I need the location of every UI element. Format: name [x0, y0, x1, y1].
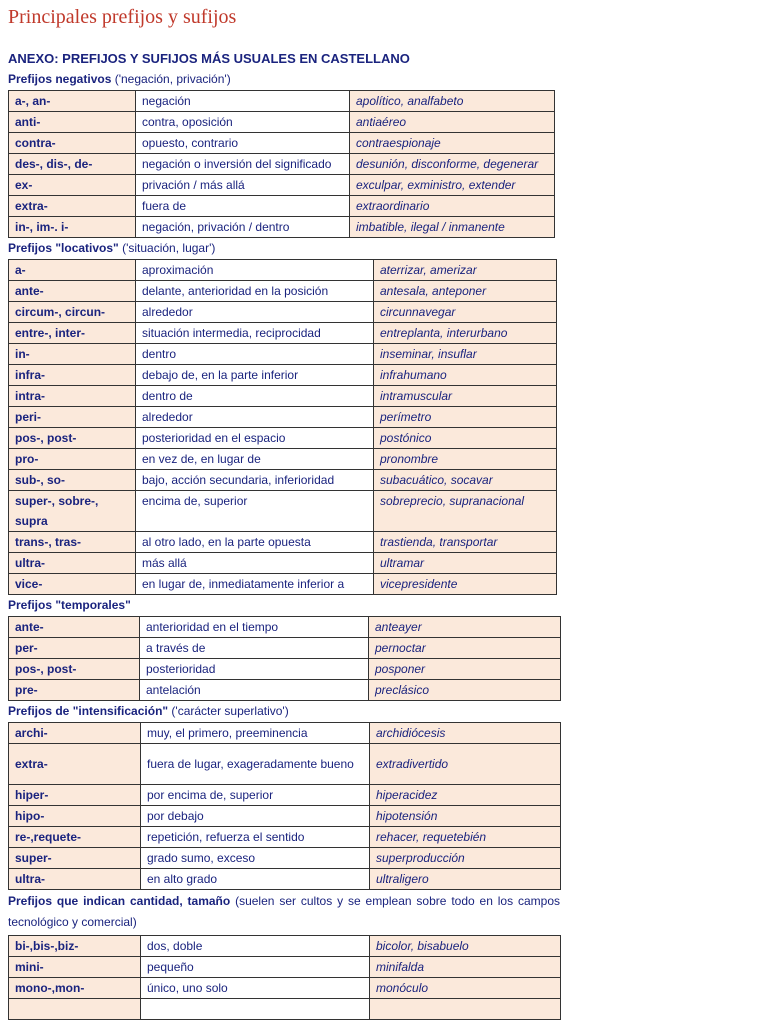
table-row [9, 344, 557, 365]
meaning-cell: debajo de, en la parte inferior [136, 365, 374, 386]
example-cell: subacuático, socavar [374, 470, 557, 491]
table-row [9, 848, 561, 869]
example-cell: contraespionaje [350, 133, 555, 154]
prefix-cell: ultra- [9, 553, 136, 574]
table-row [9, 281, 557, 302]
table-row [9, 999, 561, 1020]
prefix-cell: extra- [9, 196, 136, 217]
section-note: (suelen ser cultos y se emplean sobre todo en los campos tecnológico y comercial) [8, 894, 560, 929]
table-row [9, 574, 557, 595]
section-heading-locativos [8, 238, 560, 259]
example-cell: superproducción [370, 848, 561, 869]
meaning-cell: único, uno solo [141, 978, 370, 999]
example-cell: apolítico, analfabeto [350, 91, 555, 112]
annex-heading: ANEXO: PREFIJOS Y SUFIJOS MÁS USUALES EN CASTELLANO [8, 51, 410, 66]
meaning-cell: bajo, acción secundaria, inferioridad [136, 470, 374, 491]
section-title: Prefijos "locativos" [8, 241, 119, 255]
meaning-cell: en alto grado [141, 869, 370, 890]
table-row [9, 154, 555, 175]
meaning-cell: opuesto, contrario [136, 133, 350, 154]
example-cell: pernoctar [369, 638, 561, 659]
meaning-cell: antelación [140, 680, 369, 701]
meaning-cell: negación [136, 91, 350, 112]
example-cell: preclásico [369, 680, 561, 701]
example-cell: desunión, disconforme, degenerar [350, 154, 555, 175]
table-row [9, 133, 555, 154]
prefix-cell: super-, sobre-, supra [9, 491, 136, 532]
prefix-cell: contra- [9, 133, 136, 154]
prefix-cell: re-,requete- [9, 827, 141, 848]
meaning-cell: grado sumo, exceso [141, 848, 370, 869]
table-row [9, 449, 557, 470]
meaning-cell: dentro [136, 344, 374, 365]
example-cell: extradivertido [370, 744, 561, 785]
table-row [9, 532, 557, 553]
meaning-cell: posterioridad en el espacio [136, 428, 374, 449]
example-cell: postónico [374, 428, 557, 449]
section-title: Prefijos de "intensificación" [8, 704, 169, 718]
prefix-cell: in-, im-. i- [9, 217, 136, 238]
table-prefijos-cantidad [8, 935, 561, 1020]
example-cell: ultramar [374, 553, 557, 574]
example-cell: inseminar, insuflar [374, 344, 557, 365]
section-title: Prefijos "temporales" [8, 598, 131, 612]
prefix-cell: sub-, so- [9, 470, 136, 491]
table-row [9, 175, 555, 196]
section-note: ('situación, lugar') [118, 241, 216, 255]
table-row [9, 470, 557, 491]
meaning-cell: contra, oposición [136, 112, 350, 133]
prefix-cell: pre- [9, 680, 140, 701]
prefix-cell [9, 999, 141, 1020]
table-row [9, 680, 561, 701]
section-heading-negativos [8, 69, 560, 90]
example-cell: sobreprecio, supranacional [374, 491, 557, 532]
section-title: Prefijos que indican cantidad, tamaño [8, 894, 231, 908]
prefix-cell: ante- [9, 281, 136, 302]
meaning-cell: a través de [140, 638, 369, 659]
example-cell: perímetro [374, 407, 557, 428]
prefix-cell: infra- [9, 365, 136, 386]
prefix-cell: ultra- [9, 869, 141, 890]
table-prefijos-intensificacion [8, 722, 561, 890]
example-cell: imbatible, ilegal / inmanente [350, 217, 555, 238]
table-row [9, 978, 561, 999]
example-cell: antiaéreo [350, 112, 555, 133]
table-prefijos-temporales [8, 616, 561, 701]
prefix-cell: trans-, tras- [9, 532, 136, 553]
table-row [9, 491, 557, 532]
meaning-cell: al otro lado, en la parte opuesta [136, 532, 374, 553]
table-row [9, 553, 557, 574]
table-row [9, 744, 561, 785]
example-cell: circunnavegar [374, 302, 557, 323]
meaning-cell: situación intermedia, reciprocidad [136, 323, 374, 344]
table-row [9, 638, 561, 659]
prefix-cell: a- [9, 260, 136, 281]
meaning-cell: alrededor [136, 407, 374, 428]
example-cell [370, 999, 561, 1020]
meaning-cell [141, 999, 370, 1020]
table-row [9, 827, 561, 848]
meaning-cell: negación, privación / dentro [136, 217, 350, 238]
section-note: ('negación, privación') [111, 72, 231, 86]
table-row [9, 806, 561, 827]
meaning-cell: dentro de [136, 386, 374, 407]
example-cell: hipotensión [370, 806, 561, 827]
table-row [9, 112, 555, 133]
prefix-cell: per- [9, 638, 140, 659]
meaning-cell: repetición, refuerza el sentido [141, 827, 370, 848]
table-row [9, 785, 561, 806]
example-cell: trastienda, transportar [374, 532, 557, 553]
prefix-cell: hiper- [9, 785, 141, 806]
table-prefijos-locativos [8, 259, 557, 595]
example-cell: exculpar, exministro, extender [350, 175, 555, 196]
table-row [9, 407, 557, 428]
table-row [9, 869, 561, 890]
example-cell: monóculo [370, 978, 561, 999]
table-row [9, 428, 557, 449]
prefix-cell: extra- [9, 744, 141, 785]
prefix-cell: mono-,mon- [9, 978, 141, 999]
table-row [9, 365, 557, 386]
meaning-cell: negación o inversión del significado [136, 154, 350, 175]
example-cell: hiperacidez [370, 785, 561, 806]
example-cell: antesala, anteponer [374, 281, 557, 302]
table-row [9, 196, 555, 217]
meaning-cell: encima de, superior [136, 491, 374, 532]
table-row [9, 957, 561, 978]
meaning-cell: muy, el primero, preeminencia [141, 723, 370, 744]
prefix-cell: bi-,bis-,biz- [9, 936, 141, 957]
section-note: ('carácter superlativo') [168, 704, 289, 718]
example-cell: bicolor, bisabuelo [370, 936, 561, 957]
prefix-cell: archi- [9, 723, 141, 744]
prefix-cell: ante- [9, 617, 140, 638]
example-cell: aterrizar, amerizar [374, 260, 557, 281]
meaning-cell: en lugar de, inmediatamente inferior a [136, 574, 374, 595]
meaning-cell: posterioridad [140, 659, 369, 680]
meaning-cell: aproximación [136, 260, 374, 281]
prefix-cell: a-, an- [9, 91, 136, 112]
prefix-cell: pro- [9, 449, 136, 470]
prefix-cell: mini- [9, 957, 141, 978]
prefix-cell: hipo- [9, 806, 141, 827]
table-row [9, 617, 561, 638]
meaning-cell: pequeño [141, 957, 370, 978]
prefix-cell: peri- [9, 407, 136, 428]
prefix-cell: vice- [9, 574, 136, 595]
table-prefijos-negativos [8, 90, 555, 238]
prefix-cell: super- [9, 848, 141, 869]
prefix-cell: des-, dis-, de- [9, 154, 136, 175]
example-cell: entreplanta, interurbano [374, 323, 557, 344]
table-row [9, 217, 555, 238]
section-heading-cantidad [8, 891, 560, 933]
table-row [9, 659, 561, 680]
example-cell: infrahumano [374, 365, 557, 386]
section-title: Prefijos negativos [8, 72, 112, 86]
example-cell: intramuscular [374, 386, 557, 407]
prefix-cell: intra- [9, 386, 136, 407]
meaning-cell: delante, anterioridad en la posición [136, 281, 374, 302]
example-cell: rehacer, requetebién [370, 827, 561, 848]
table-row [9, 386, 557, 407]
document-body [8, 48, 560, 1020]
prefix-cell: entre-, inter- [9, 323, 136, 344]
meaning-cell: más allá [136, 553, 374, 574]
example-cell: ultraligero [370, 869, 561, 890]
prefix-cell: in- [9, 344, 136, 365]
example-cell: anteayer [369, 617, 561, 638]
section-heading-intensificacion [8, 701, 560, 722]
prefix-cell: ex- [9, 175, 136, 196]
table-row [9, 302, 557, 323]
example-cell: posponer [369, 659, 561, 680]
table-row [9, 260, 557, 281]
meaning-cell: fuera de lugar, exageradamente bueno [141, 744, 370, 785]
meaning-cell: fuera de [136, 196, 350, 217]
table-row [9, 723, 561, 744]
meaning-cell: alrededor [136, 302, 374, 323]
meaning-cell: en vez de, en lugar de [136, 449, 374, 470]
prefix-cell: pos-, post- [9, 659, 140, 680]
example-cell: archidiócesis [370, 723, 561, 744]
example-cell: minifalda [370, 957, 561, 978]
prefix-cell: pos-, post- [9, 428, 136, 449]
meaning-cell: privación / más allá [136, 175, 350, 196]
meaning-cell: por encima de, superior [141, 785, 370, 806]
example-cell: pronombre [374, 449, 557, 470]
table-row [9, 936, 561, 957]
example-cell: extraordinario [350, 196, 555, 217]
meaning-cell: anterioridad en el tiempo [140, 617, 369, 638]
example-cell: vicepresidente [374, 574, 557, 595]
page-title: Principales prefijos y sufijos [8, 6, 237, 28]
section-heading-temporales [8, 595, 560, 616]
meaning-cell: por debajo [141, 806, 370, 827]
table-row [9, 323, 557, 344]
meaning-cell: dos, doble [141, 936, 370, 957]
prefix-cell: anti- [9, 112, 136, 133]
table-row [9, 91, 555, 112]
prefix-cell: circum-, circun- [9, 302, 136, 323]
